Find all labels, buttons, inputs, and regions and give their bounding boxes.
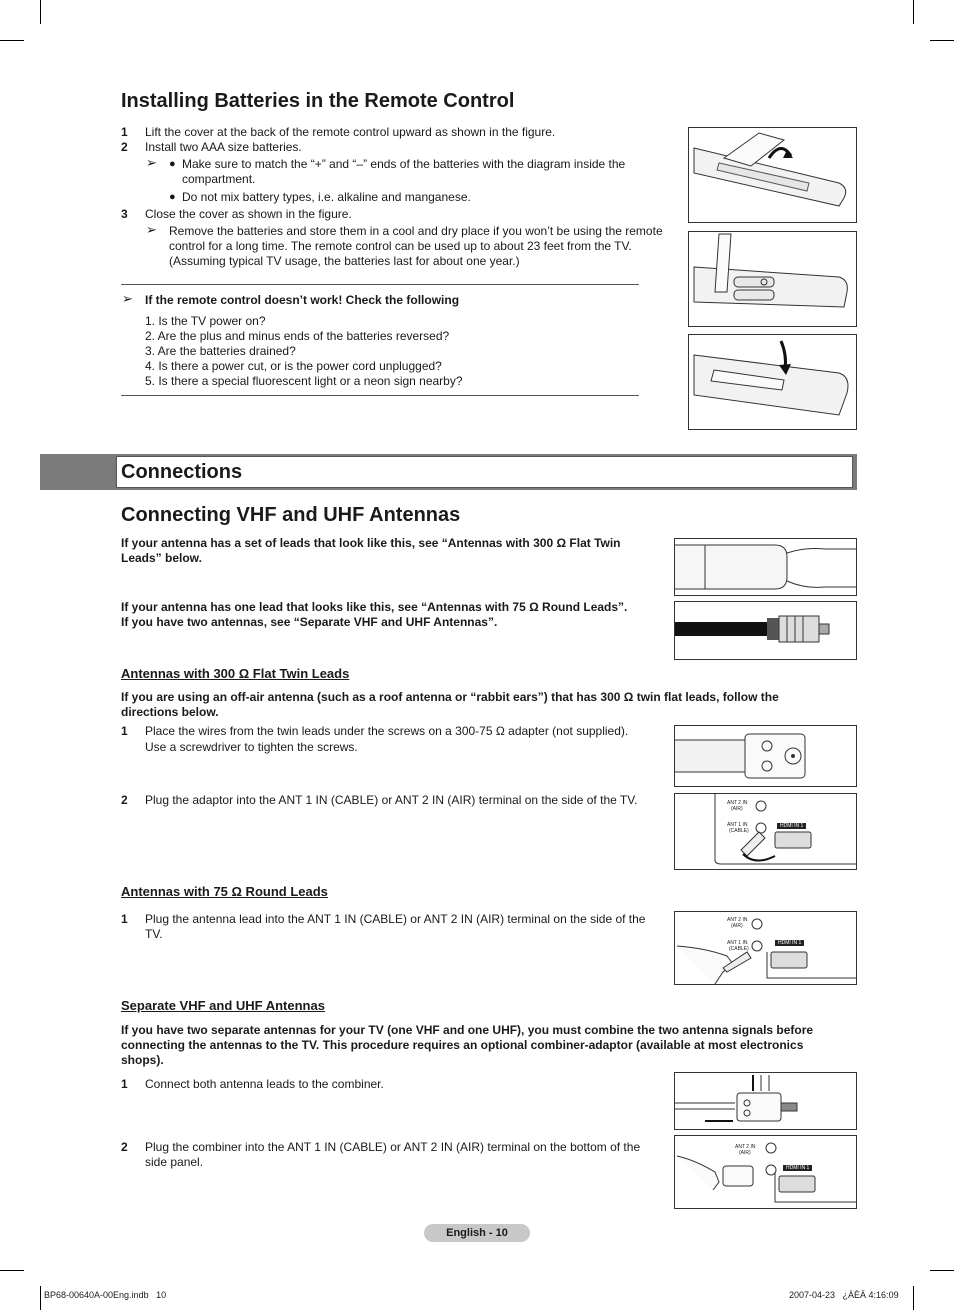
intro-text: If your antenna has one lead that looks like this, see “Antennas with 75 Ω Round Leads”.	[121, 600, 628, 614]
hdmi-label: HDMI IN 1	[783, 1165, 812, 1171]
cable-label: (CABLE)	[729, 946, 749, 952]
hdmi-label: HDMI IN 1	[777, 823, 806, 829]
adapter-screws-figure	[674, 725, 857, 787]
crop-mark	[0, 40, 24, 41]
step-number: 2	[121, 140, 128, 154]
remote-close-cover-figure	[688, 334, 857, 430]
ant2-label: ANT 2 IN	[735, 1144, 756, 1150]
list-item: 3. Are the batteries drained?	[145, 344, 296, 358]
section-heading: Antennas with 75 Ω Round Leads	[121, 884, 328, 899]
intro-text: If you have two antennas, see “Separate VHF and UHF Antennas”.	[121, 615, 498, 629]
crop-mark	[930, 40, 954, 41]
remote-open-cover-figure	[688, 127, 857, 223]
step-number: 1	[121, 724, 128, 738]
note-arrow-icon: ➢	[122, 291, 133, 306]
ant1-label: ANT 1 IN	[727, 822, 748, 828]
ant2-label: ANT 2 IN	[727, 917, 748, 923]
section-lead: If you have two separate antennas for your TV (one VHF and one UHF), you must combine the two antenna signals before connecting the antennas to the TV. This procedure requires an optional combiner-adaptor (available at most electronics shops).	[121, 1023, 814, 1067]
section-heading: Separate VHF and UHF Antennas	[121, 998, 325, 1013]
note-arrow-icon: ➢	[146, 155, 157, 170]
round-lead-figure	[674, 601, 857, 660]
step-text: Plug the combiner into the ANT 1 IN (CABLE) or ANT 2 IN (AIR) terminal on the bottom of the side panel.	[145, 1140, 641, 1169]
note-text: Do not mix battery types, i.e. alkaline and manganese.	[182, 190, 471, 204]
air-label: (AIR)	[731, 923, 743, 929]
hdmi-label: HDMI IN 1	[775, 940, 804, 946]
print-timestamp: 2007-04-23 ¿ÀÈÄ 4:16:09	[789, 1290, 899, 1300]
step-number: 2	[121, 793, 128, 807]
list-item: 1. Is the TV power on?	[145, 314, 266, 328]
remote-install-batteries-figure	[688, 231, 857, 327]
air-label: (AIR)	[739, 1150, 751, 1156]
flat-twin-lead-figure	[674, 538, 857, 596]
check-list	[145, 314, 635, 389]
step-text: Lift the cover at the back of the remote control upward as shown in the figure.	[145, 125, 556, 139]
note-text: Remove the batteries and store them in a cool and dry place if you won’t be using the remote control for a long time. The remote control can be used up to about 23 feet from the TV. (Assuming typical TV usage, the batteries last for about one year.)	[169, 224, 663, 268]
step-number: 3	[121, 207, 128, 221]
crop-mark	[40, 1286, 41, 1310]
batteries-title: Installing Batteries in the Remote Control	[121, 90, 515, 112]
step-text: Plug the antenna lead into the ANT 1 IN (CABLE) or ANT 2 IN (AIR) terminal on the side of the TV.	[145, 912, 646, 941]
crop-mark	[913, 0, 914, 24]
bullet-icon: ●	[169, 158, 176, 170]
note-text: Make sure to match the “+” and “–” ends of the batteries with the diagram inside the compartment.	[182, 157, 626, 186]
list-item: 5. Is there a special fluorescent light or a neon sign nearby?	[145, 374, 463, 388]
crop-mark	[913, 1286, 914, 1310]
connections-heading: Connections	[121, 461, 243, 483]
step-number: 1	[121, 1077, 128, 1091]
combiner-figure	[674, 1072, 857, 1130]
step-number: 2	[121, 1140, 128, 1154]
step-text: Close the cover as shown in the figure.	[145, 207, 352, 221]
crop-mark	[930, 1270, 954, 1271]
step-text: Plug the adaptor into the ANT 1 IN (CABLE) or ANT 2 IN (AIR) terminal on the side of the TV.	[145, 793, 638, 807]
section-heading: Antennas with 300 Ω Flat Twin Leads	[121, 666, 350, 681]
divider	[121, 395, 639, 396]
step-text: Use a screwdriver to tighten the screws.	[145, 740, 358, 754]
crop-mark	[0, 1270, 24, 1271]
page-number: English - 10	[424, 1224, 530, 1242]
combiner-terminal-figure	[674, 1135, 857, 1209]
step-text: Install two AAA size batteries.	[145, 140, 302, 154]
ant1-label: ANT 1 IN	[727, 940, 748, 946]
list-item: 2. Are the plus and minus ends of the batteries reversed?	[145, 329, 450, 343]
step-number: 1	[121, 125, 128, 139]
bullet-icon: ●	[169, 191, 176, 203]
ant-terminal-figure	[674, 793, 857, 870]
note-arrow-icon: ➢	[146, 222, 157, 237]
round-lead-terminal-figure	[674, 911, 857, 985]
list-item: 4. Is there a power cut, or is the power cord unplugged?	[145, 359, 442, 373]
antennas-title: Connecting VHF and UHF Antennas	[121, 504, 461, 526]
section-lead: If you are using an off-air antenna (such as a roof antenna or “rabbit ears”) that has 300 Ω twin flat leads, follow the directions below.	[121, 690, 779, 719]
step-text: Place the wires from the twin leads under the screws on a 300-75 Ω adapter (not supplied).	[145, 724, 629, 738]
step-text: Connect both antenna leads to the combiner.	[145, 1077, 384, 1091]
check-title: If the remote control doesn’t work! Check the following	[145, 293, 460, 307]
step-number: 1	[121, 912, 128, 926]
crop-mark	[40, 0, 41, 24]
cable-label: (CABLE)	[729, 828, 749, 834]
ant2-label: ANT 2 IN	[727, 800, 748, 806]
intro-text: If your antenna has a set of leads that look like this, see “Antennas with 300 Ω Flat Twin Leads” below.	[121, 536, 621, 565]
file-name: BP68-00640A-00Eng.indb 10	[44, 1290, 167, 1300]
divider	[121, 284, 639, 285]
air-label: (AIR)	[731, 806, 743, 812]
